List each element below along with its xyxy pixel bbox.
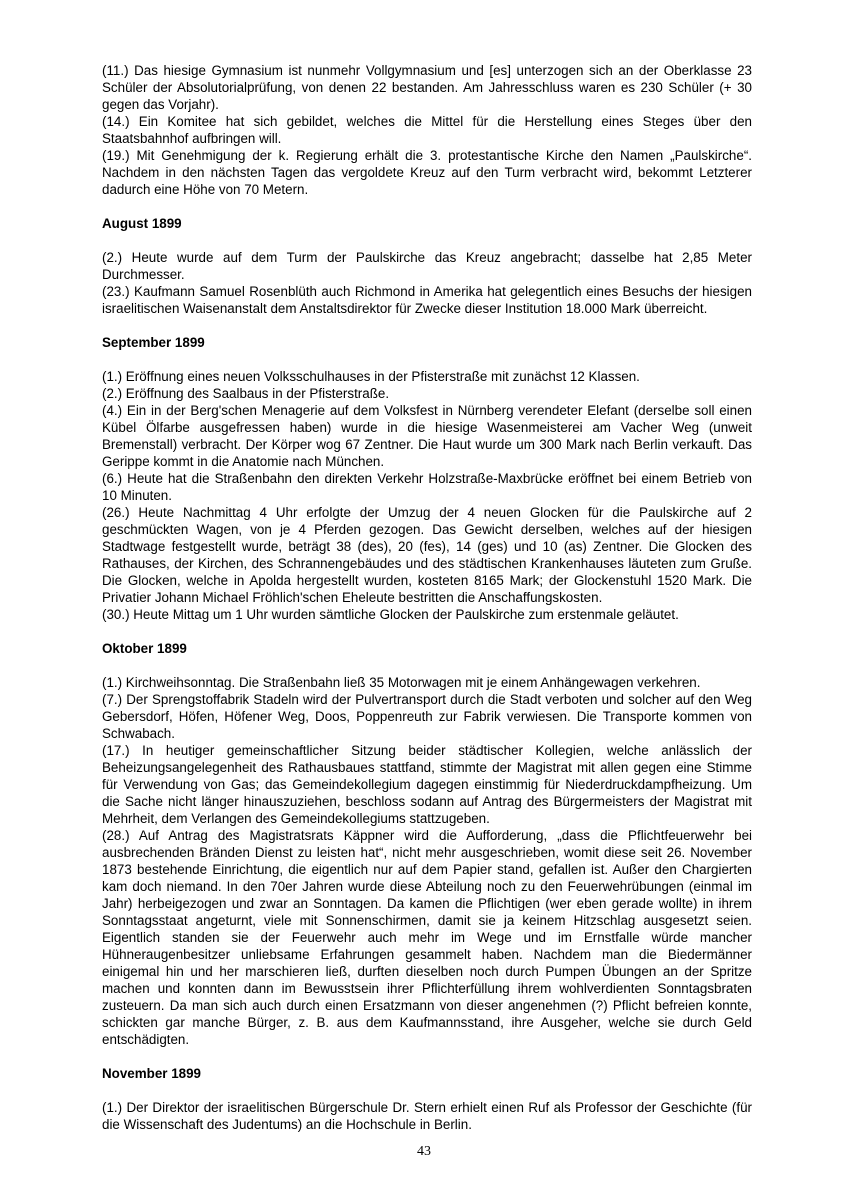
section-september <box>102 334 752 623</box>
entry: (1.) Eröffnung eines neuen Volksschulhauses in der Pfisterstraße mit zunächst 12 Klassen. <box>102 369 640 384</box>
entry: (17.) In heutiger gemeinschaftlicher Sitzung beider städtischer Kollegien, welche anlässlich der Beheizungsangelegenheit des Rathausbaues stattfand, stimmte der Magistrat mit allen gegen eine Stimme für Verwendung von Gas; das Gemeindekollegium dagegen einstimmig für Niederdruckdampfheizung. Um die Sache nicht länger hinauszuziehen, beschloss sodann auf Antrag des Bürgermeisters der Magistrat mit Mehrheit, dem Verlangen des Gemeindekollegiums stattzugeben. <box>102 743 752 826</box>
section-heading: November 1899 <box>102 1066 201 1081</box>
page-body <box>102 62 752 1133</box>
entry: (1.) Kirchweihsonntag. Die Straßenbahn ließ 35 Motorwagen mit je einem Anhängewagen verkehren. <box>102 675 701 690</box>
section-november <box>102 1065 752 1133</box>
entry: (7.) Der Sprengstoffabrik Stadeln wird der Pulvertransport durch die Stadt verboten und solcher auf den Weg Gebersdorf, Höfen, Höfener Weg, Doos, Poppenreuth zur Fabrik verwiesen. Die Transporte kommen von Schwabach. <box>102 692 752 741</box>
entry: (4.) Ein in der Berg'schen Menagerie auf dem Volksfest in Nürnberg verendeter Elefant (derselbe soll einen Kübel Ölfarbe ausgefressen haben) wurde in die hiesige Wasenmeisterei am Vacher Weg (unweit Bremenstall) verbracht. Der Körper wog 67 Zentner. Die Haut wurde um 300 Mark nach Berlin verkauft. Das Gerippe kommt in die Anatomie nach München. <box>102 403 752 469</box>
section-heading: September 1899 <box>102 335 205 350</box>
entry: (2.) Heute wurde auf dem Turm der Paulskirche das Kreuz angebracht; dasselbe hat 2,85 Meter Durchmesser. <box>102 250 752 282</box>
intro-entries <box>102 62 752 198</box>
section-october <box>102 640 752 1048</box>
entry: (2.) Eröffnung des Saalbaus in der Pfisterstraße. <box>102 386 390 401</box>
entry: (6.) Heute hat die Straßenbahn den direkten Verkehr Holzstraße-Maxbrücke eröffnet bei einem Betrieb von 10 Minuten. <box>102 471 752 503</box>
entry: (1.) Der Direktor der israelitischen Bürgerschule Dr. Stern erhielt einen Ruf als Professor der Geschichte (für die Wissenschaft des Judentums) an die Hochschule in Berlin. <box>102 1100 752 1132</box>
entry: (14.) Ein Komitee hat sich gebildet, welches die Mittel für die Herstellung eines Steges über den Staatsbahnhof aufbringen will. <box>102 114 752 146</box>
entry: (28.) Auf Antrag des Magistratsrats Käppner wird die Aufforderung, „dass die Pflichtfeuerwehr bei ausbrechenden Bränden Dienst zu leisten hat“, nicht mehr ausgeschrieben, womit diese seit 26. November 1873 bestehende Einrichtung, die eigentlich nur auf dem Papier stand, gefallen ist. Außer den Chargierten kam doch niemand. In den 70er Jahren wurde diese Abteilung noch zu den Feuerwehrübungen (einmal im Jahr) herbeigezogen und zwar an Sonntagen. Da kamen die Pflichtigen (wer eben gerade wollte) in ihrem Sonntagsstaat angeturnt, viele mit Sonnenschirmen, damit sie ja keinem Hitzschlag ausgesetzt seien. Eigentlich standen sie der Feuerwehr auch mehr im Wege und im Ernstfalle würde mancher Hühneraugenbesitzer unliebsame Erfahrungen gesammelt haben. Nachdem man die Biedermänner einigemal hin und her marschieren ließ, durften dieselben noch durch Pumpen Übungen an der Spritze machen und konnten dann im Bewusstsein ihrer Pflichterfüllung ihrem wohlverdienten Sonntagsbraten zusteuern. Da man sich auch durch einen Ersatzmann von dieser angenehmen (?) Pflicht befreien konnte, schickten gar manche Bürger, z. B. aus dem Kaufmannsstand, ihre Ausgeher, welche sie durch Geld entschädigten. <box>102 828 752 1047</box>
section-heading: August 1899 <box>102 216 182 231</box>
entry: (26.) Heute Nachmittag 4 Uhr erfolgte der Umzug der 4 neuen Glocken für die Paulskirche auf 2 geschmückten Wagen, von je 4 Pferden gezogen. Das Gewicht derselben, welches auf der hiesigen Stadtwage festgestellt wurde, beträgt 38 (des), 20 (fes), 14 (ges) und 10 (as) Zentner. Die Glocken des Rathauses, der Kirchen, des Schrannengebäudes und des städtischen Krankenhauses läuteten zum Gruße. Die Glocken, welche in Apolda hergestellt wurden, kosteten 8165 Mark; der Glockenstuhl 1520 Mark. Die Privatier Johann Michael Fröhlich'schen Eheleute bestritten die Anschaffungskosten. <box>102 505 752 605</box>
section-august <box>102 215 752 317</box>
entry: (30.) Heute Mittag um 1 Uhr wurden sämtliche Glocken der Paulskirche zum erstenmale geläutet. <box>102 607 679 622</box>
entry: (19.) Mit Genehmigung der k. Regierung erhält die 3. protestantische Kirche den Namen „Paulskirche“. Nachdem in den nächsten Tagen das vergoldete Kreuz auf den Turm verbracht wird, bekommt Letzterer dadurch eine Höhe von 70 Metern. <box>102 148 752 197</box>
entry: (23.) Kaufmann Samuel Rosenblüth auch Richmond in Amerika hat gelegentlich eines Besuchs der hiesigen israelitischen Waisenanstalt dem Anstaltsdirektor für Zwecke dieser Institution 18.000 Mark überreicht. <box>102 284 752 316</box>
section-heading: Oktober 1899 <box>102 641 187 656</box>
entry: (11.) Das hiesige Gymnasium ist nunmehr Vollgymnasium und [es] unterzogen sich an der Oberklasse 23 Schüler der Absolutorialprüfung, von denen 22 bestanden. Am Jahresschluss waren es 230 Schüler (+ 30 gegen das Vorjahr). <box>102 63 752 112</box>
page-number: 43 <box>417 1144 431 1159</box>
